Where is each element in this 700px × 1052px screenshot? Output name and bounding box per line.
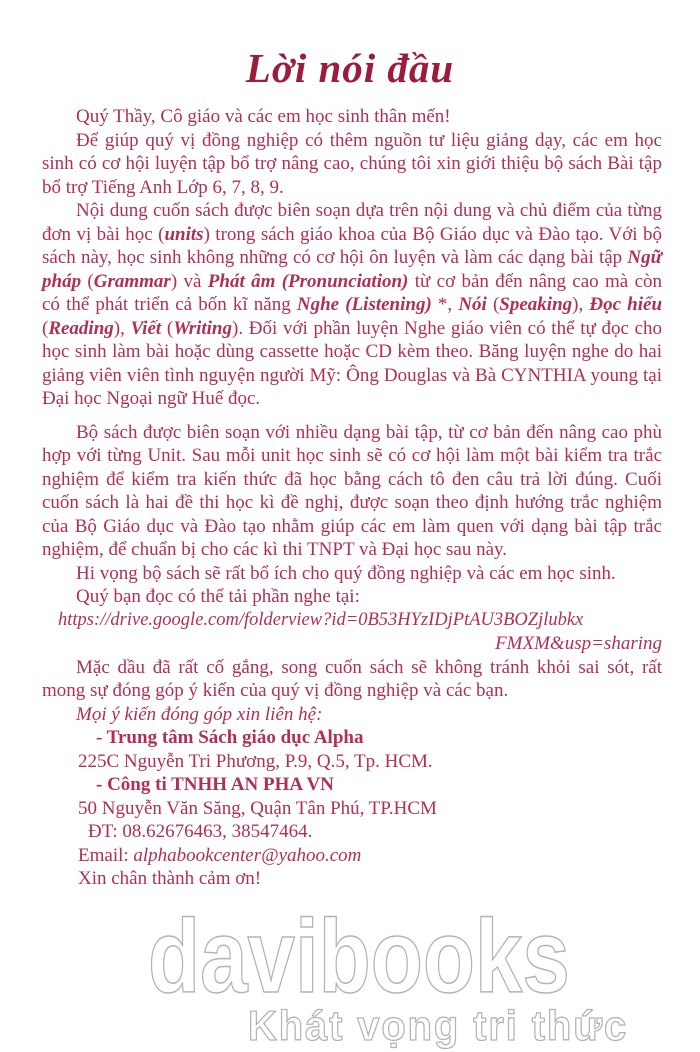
page-body <box>42 105 662 891</box>
text-segment: Quý Thầy, Cô giáo và các em học sinh thân mến! <box>76 106 451 127</box>
text-segment: Để giúp quý vị đồng nghiệp có thêm nguồn tư liệu giảng dạy, các em học sinh có cơ hội luyện tập bổ trợ nâng cao, chúng tôi xin giới thiệu bộ sách Bài tập bổ trợ Tiếng Anh Lớp 6, 7, 8, 9. <box>42 129 662 198</box>
page-title: Lời nói đầu <box>245 45 455 91</box>
intro-paragraph <box>42 129 662 200</box>
text-segment: ( <box>42 317 49 339</box>
emphasis-segment: Viết <box>130 317 162 339</box>
text-segment: 225C Nguyễn Tri Phương, P.9, Q.5, Tp. HCM. <box>78 750 433 772</box>
text-segment: ( <box>81 270 94 292</box>
watermark-slogan-text: Khát vọng tri thức <box>248 1002 629 1049</box>
emphasis-segment: https://drive.google.com/folderview?id=0B53HYzIDjPtAU3BOZjlubkx <box>58 609 584 630</box>
emphasis-segment: Mọi ý kiến đóng góp xin liên hệ: <box>76 703 323 725</box>
emphasis-segment: units <box>164 223 204 245</box>
contact-org-2 <box>42 773 662 797</box>
text-segment: Hi vọng bộ sách sẽ rất bổ ích cho quý đồng nghiệp và các em học sinh. <box>76 562 616 584</box>
text-segment: Xin chân thành cảm ơn! <box>78 868 262 889</box>
contact-phone <box>42 820 662 844</box>
text-segment: Quý bạn đọc có thể tải phần nghe tại: <box>76 586 360 607</box>
text-segment: ) trong sách giáo khoa của Bộ Giáo dục và Đào tạo. Với bộ sách này, học sinh không những có cơ hội ôn luyện và làm các dạng bài tập <box>42 223 662 268</box>
text-segment: Email: <box>78 844 134 866</box>
text-segment: ), <box>113 317 131 339</box>
contact-address-1 <box>42 750 662 774</box>
emphasis-segment: Speaking <box>499 294 573 315</box>
greeting-line <box>42 105 662 129</box>
contact-address-2 <box>42 797 662 821</box>
emphasis-segment: Nói <box>458 294 487 315</box>
emphasis-segment: - Trung tâm Sách giáo dục Alpha <box>96 727 364 748</box>
text-segment: ) và <box>170 270 208 292</box>
download-url-line1 <box>42 609 662 633</box>
contact-lead-line <box>42 703 662 727</box>
text-segment: ( <box>486 294 500 315</box>
emphasis-segment: Writing <box>173 317 232 339</box>
emphasis-segment: Reading <box>48 317 114 339</box>
text-segment: Mặc dầu đã rất cố gắng, song cuốn sách sẽ không tránh khỏi sai sót, rất mong sự đóng góp ý kiến của quý vị đồng nghiệp và các bạn. <box>42 656 662 701</box>
emphasis-segment: Nghe (Listening) <box>296 294 432 315</box>
contact-email <box>42 844 662 868</box>
emphasis-segment: FMXM&usp=sharing <box>495 633 662 654</box>
apology-paragraph <box>42 656 662 703</box>
emphasis-segment: Phát âm (Pronunciation) <box>207 270 409 292</box>
structure-paragraph <box>42 421 662 562</box>
download-url-line2 <box>42 632 662 656</box>
text-segment: Bộ sách được biên soạn với nhiều dạng bài tập, từ cơ bản đến nâng cao phù hợp với từng Unit. Sau mỗi unit học sinh sẽ có cơ hội làm một bài kiểm tra trắc nghiệm để kiểm tra kiến thức đã học bằng cách tô đen câu trả lời đúng. Cuối cuốn sách là hai đề thi học kì đề nghị, được soạn theo định hướng trắc nghiệm của Bộ Giáo dục và Đào tạo nhằm giúp các em làm quen với dạng bài tập trắc nghiệm, để chuẩn bị cho các kì thi TNPT và Đại học sau này. <box>42 421 662 560</box>
text-segment: Nội dung cuốn sách được biên soạn dựa trên nội dung và chủ điểm của từng đơn vị bài học ( <box>42 200 662 245</box>
text-segment: ). Đối với phần luyện Nghe giáo viên có thể tự đọc cho học sinh làm bài hoặc dùng cassette hoặc CD kèm theo. Băng luyện nghe do hai giảng viên viên tình nguyện người Mỹ: Ông Douglas và Bà CYNTHIA young tại Đại học Ngoại ngữ Huế đọc. <box>42 317 663 409</box>
text-segment: 50 Nguyễn Văn Săng, Quận Tân Phú, TP.HCM <box>78 797 437 819</box>
thanks-line <box>42 867 662 891</box>
text-segment: ĐT: 08.62676463, 38547464. <box>88 821 313 842</box>
content-paragraph <box>42 199 662 411</box>
watermark-brand-text: davibooks <box>148 899 570 1015</box>
text-segment: ( <box>161 317 174 339</box>
emphasis-segment: Grammar <box>93 270 171 292</box>
emphasis-segment: alphabookcenter@yahoo.com <box>133 844 362 866</box>
text-segment: từ cơ bản đến nâng cao mà còn có thể phát triển cả bốn kĩ năng <box>42 270 662 315</box>
contact-org-1 <box>42 726 662 750</box>
hope-paragraph <box>42 562 662 586</box>
text-segment: *, <box>431 294 459 315</box>
emphasis-segment: Đọc hiểu <box>589 294 663 315</box>
emphasis-segment: - Công ti TNHH AN PHA VN <box>96 774 334 795</box>
emphasis-segment: Ngữ pháp <box>42 247 662 292</box>
download-lead-line <box>42 585 662 609</box>
text-segment: ), <box>572 294 590 315</box>
